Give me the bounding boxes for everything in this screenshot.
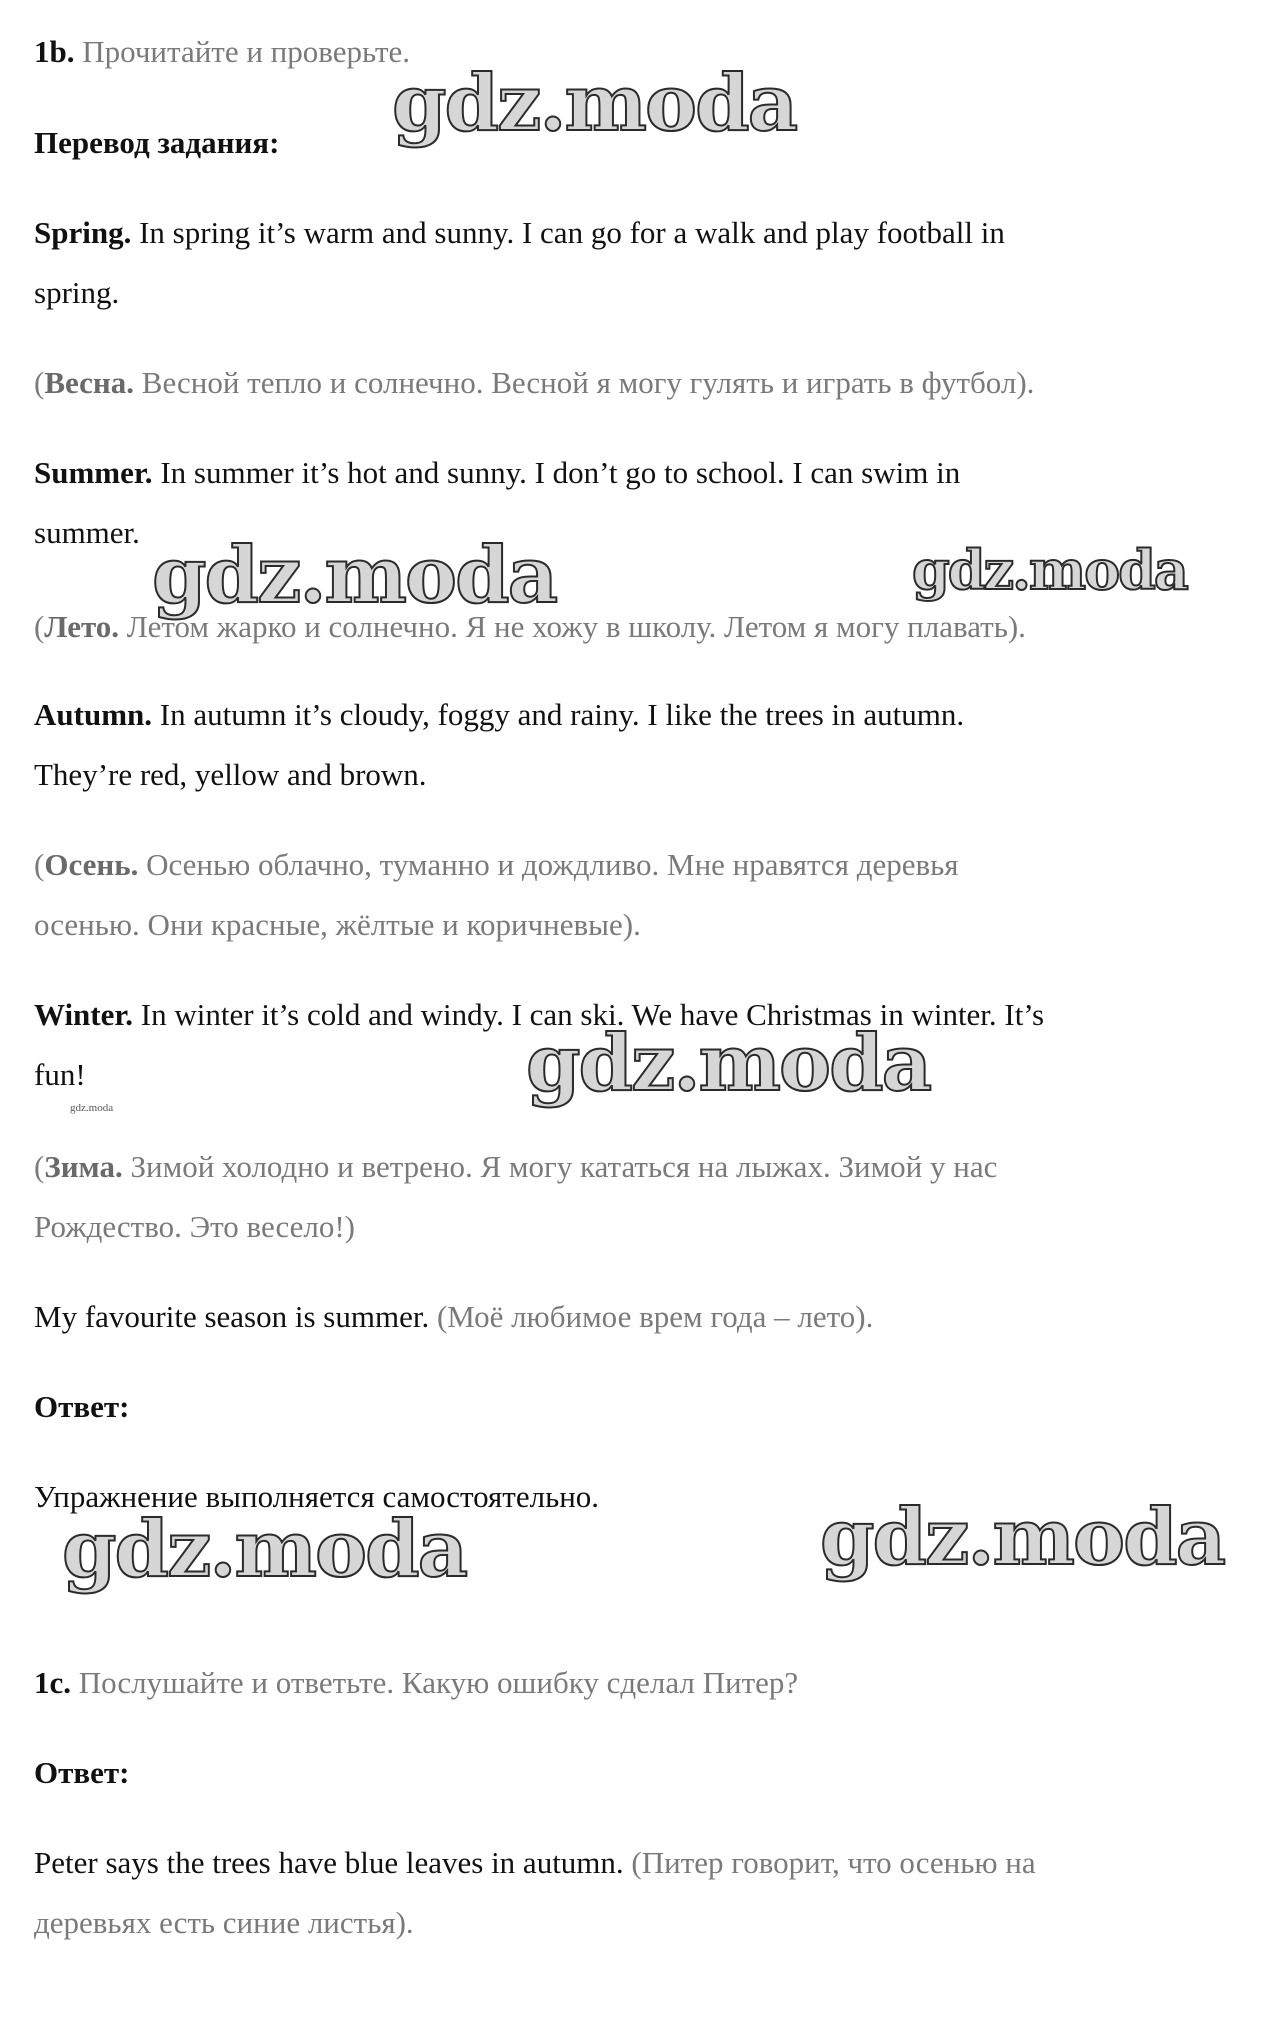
favourite-text: My favourite season is summer.	[34, 1299, 430, 1334]
winter-text-line2: fun!	[34, 1057, 86, 1092]
spring-ru-text: Весной тепло и солнечно. Весной я могу гулять и играть в футбол).	[141, 365, 1035, 400]
autumn-text-line1: In autumn it’s cloudy, foggy and rainy. I like the trees in autumn.	[159, 697, 965, 732]
translation-heading: Перевод задания:	[34, 125, 280, 160]
summer-ru-open: (	[34, 609, 45, 644]
autumn-ru-text-line1: Осенью облачно, туманно и дождливо. Мне нравятся деревья	[146, 847, 959, 882]
spring-text-line1: In spring it’s warm and sunny. I can go for a walk and play football in	[139, 215, 1005, 250]
answer-1c-text: Peter says the trees have blue leaves in autumn.	[34, 1845, 624, 1880]
autumn-ru-text-line2: осенью. Они красные, жёлтые и коричневые).	[34, 907, 641, 942]
answer-1c-ru-line1: (Питер говорит, что осенью на	[631, 1845, 1036, 1880]
spring-paragraph-line1	[34, 214, 1005, 252]
spring-text-line2: spring.	[34, 275, 120, 310]
summer-ru-text: Летом жарко и солнечно. Я не хожу в школу. Летом я могу плавать).	[126, 609, 1026, 644]
winter-translation-line1	[34, 1148, 997, 1186]
task-1c-header	[34, 1664, 798, 1702]
spring-title: Spring.	[34, 215, 132, 250]
winter-text-line1: In winter it’s cold and windy. I can ski. We have Christmas in winter. It’s	[140, 997, 1045, 1032]
watermark-logo: gdz.moda	[912, 538, 1187, 602]
task-1c-label: 1c.	[34, 1665, 72, 1700]
answer-1c-line1	[34, 1844, 1036, 1882]
summer-paragraph-line1	[34, 454, 960, 492]
answer-1c-ru-line2: деревьях есть синие листья).	[34, 1905, 414, 1940]
autumn-paragraph-line1	[34, 696, 964, 734]
winter-ru-text-line2: Рождество. Это весело!)	[34, 1209, 356, 1244]
winter-title: Winter.	[34, 997, 134, 1032]
autumn-ru-open: (	[34, 847, 45, 882]
summer-text-line1: In summer it’s hot and sunny. I don’t go to school. I can swim in	[160, 455, 961, 490]
watermark-logo: gdz.moda	[152, 530, 557, 621]
answer-1c-heading: Ответ:	[34, 1755, 130, 1790]
autumn-title: Autumn.	[34, 697, 153, 732]
answer-1b-text: Упражнение выполняется самостоятельно.	[34, 1479, 600, 1514]
summer-title: Summer.	[34, 455, 153, 490]
watermark-small: gdz.moda	[70, 1102, 114, 1114]
spring-ru-title: Весна.	[44, 365, 135, 400]
winter-ru-open: (	[34, 1149, 45, 1184]
autumn-translation-line1	[34, 846, 959, 884]
watermark-logo: gdz.moda	[392, 58, 797, 149]
favourite-ru-text: (Моё любимое врем года – лето).	[436, 1299, 874, 1334]
summer-ru-title: Лето.	[44, 609, 120, 644]
task-1b-header	[34, 33, 410, 71]
winter-ru-text-line1: Зимой холодно и ветрено. Я могу кататься на лыжах. Зимой у нас	[130, 1149, 998, 1184]
autumn-text-line2: They’re red, yellow and brown.	[34, 757, 427, 792]
watermark-logo: gdz.moda	[526, 1018, 931, 1109]
watermark-logo: gdz.moda	[62, 1504, 467, 1595]
favourite-season	[34, 1298, 873, 1336]
answer-1b-heading: Ответ:	[34, 1389, 130, 1424]
summer-text-line2: summer.	[34, 515, 140, 550]
autumn-ru-title: Осень.	[44, 847, 139, 882]
task-1c-instruction: Послушайте и ответьте. Какую ошибку сделал Питер?	[78, 1665, 799, 1700]
winter-ru-title: Зима.	[44, 1149, 123, 1184]
spring-ru-open: (	[34, 365, 45, 400]
spring-translation	[34, 364, 1034, 402]
watermark-logo: gdz.moda	[820, 1492, 1225, 1583]
task-1b-instruction: Прочитайте и проверьте.	[82, 34, 411, 69]
task-1b-label: 1b.	[34, 34, 75, 69]
